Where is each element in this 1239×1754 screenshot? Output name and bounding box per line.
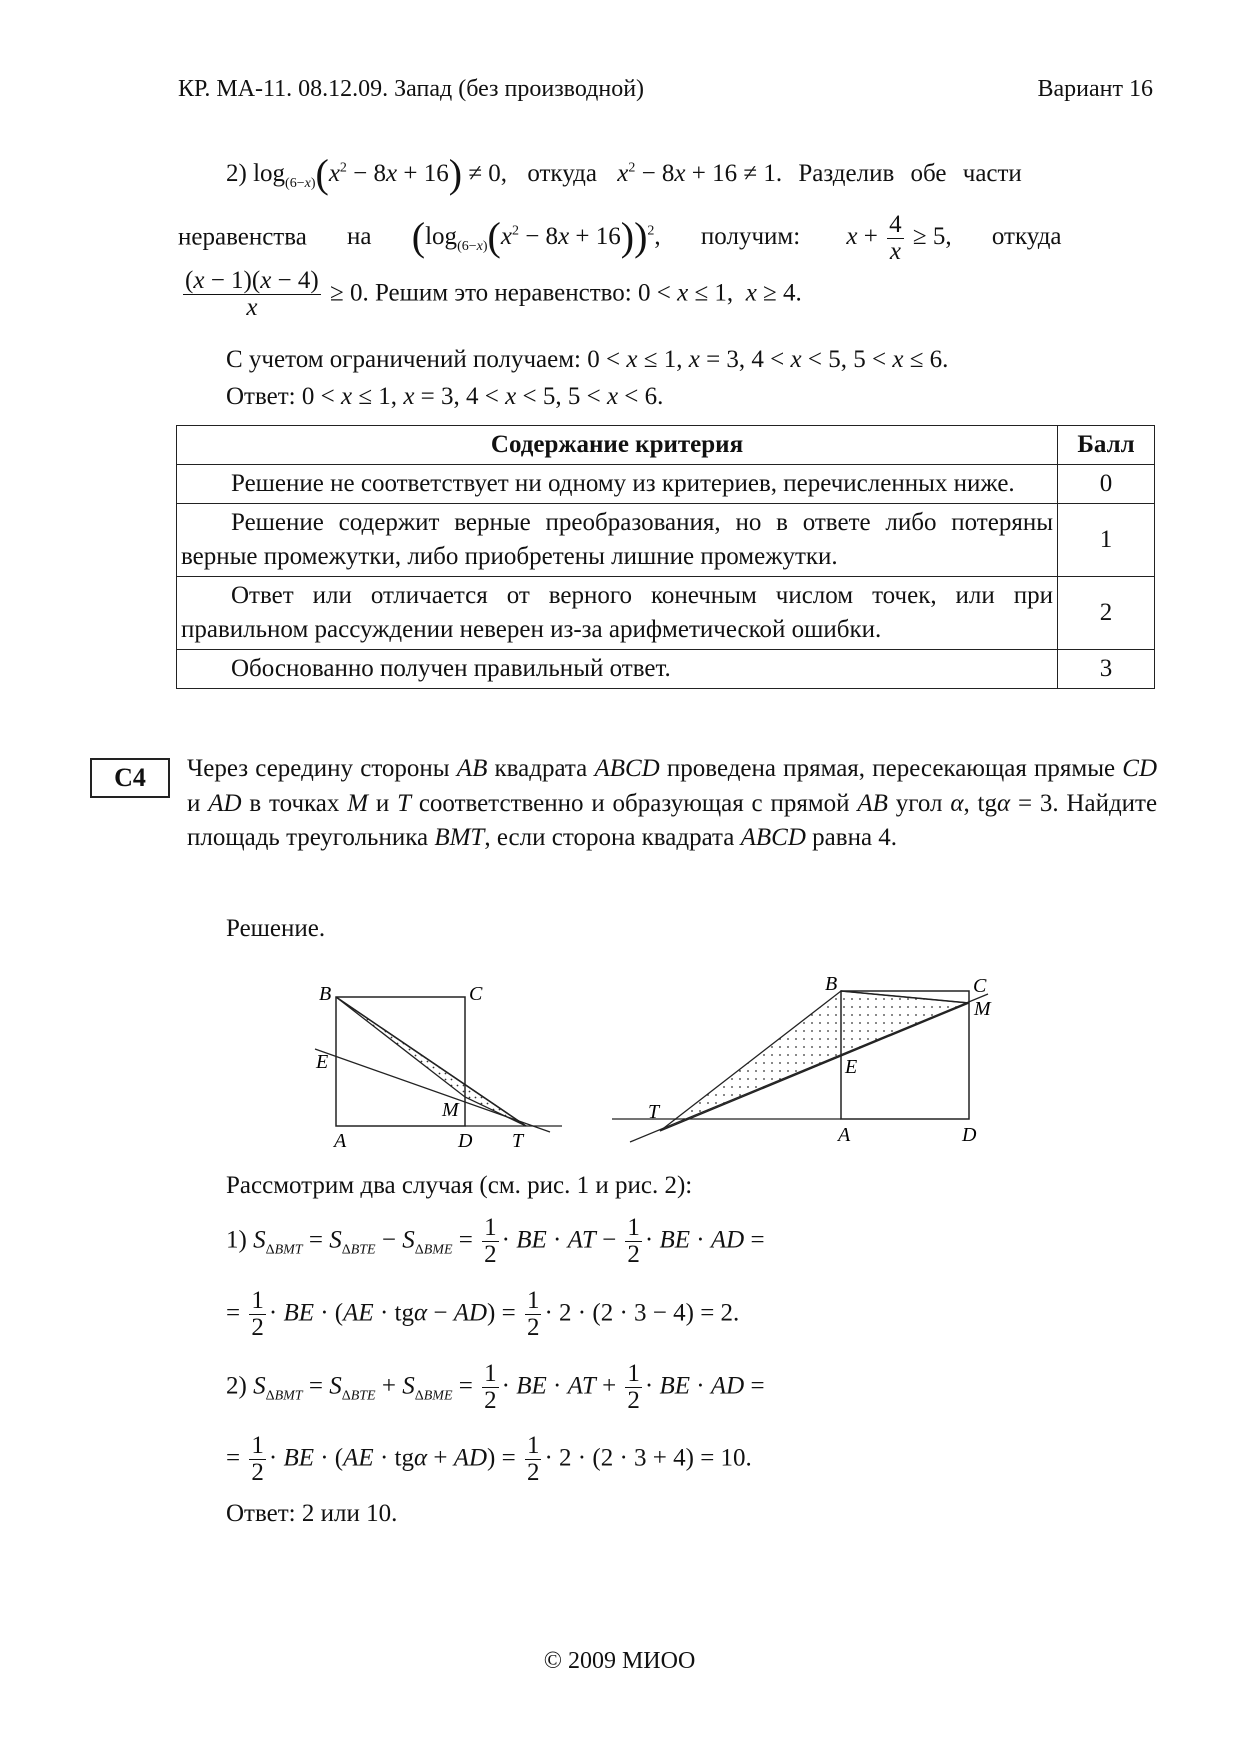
task-text: квадрата (494, 755, 588, 782)
label-m: M (442, 1099, 459, 1121)
footer-copyright: © 2009 МИОО (543, 1648, 696, 1674)
word-divide: Разделив обе части (798, 160, 1022, 187)
task-text: соответственно и образующая с прямой (418, 789, 850, 817)
solution-line-2: неравенства на $(\log_{(6-x)}(x^2 - 8x + 16))^2$, получим: x + $\frac{4}{x}$ ≥ 5, откуда (178, 211, 1062, 266)
label-d: D (962, 1124, 977, 1146)
solution-line-1: 2) $\log_{(6-x)}(x^2 - 8x + 16) \ne 0$, откуда $x^2 - 8x + 16 \ne 1$. Разделив обе части (226, 151, 1022, 196)
label-b: B (825, 973, 838, 995)
case-1-line-1: 1) $S_{\Delta BMT} = S_{\Delta BTE} - S_{\Delta BME}$ = $\frac{1}{2}$ · BE · AT − $\frac{1}{2}$ · BE · AD = (226, 1214, 765, 1269)
cases-intro: Рассмотрим два случая (см. рис. 1 и рис. 2): (226, 1172, 693, 1199)
label-m: M (974, 998, 991, 1020)
item-number: 2) (226, 160, 247, 187)
case-2-line-2: = $\frac{1}{2}$ · BE · (AE · tgα + AD) = $\frac{1}{2}$ · 2 · (2 · 3 + 4) = 10. (226, 1432, 752, 1487)
task-text: в точках (249, 789, 340, 817)
criteria-row (177, 650, 1155, 689)
answer-label: Ответ: (226, 383, 296, 410)
header-title: КР. МА-11. 08.12.09. Запад (без производной) (178, 76, 645, 102)
task-text: проведена прямая, пересекающая прямые (666, 755, 1116, 782)
word-na: на (347, 223, 372, 251)
label-a: A (334, 1130, 347, 1150)
criteria-row (177, 465, 1155, 504)
task-label: С4 (90, 758, 170, 798)
figure-1 (300, 970, 580, 1150)
solution-answer: Ответ: 0 < x ≤ 1, x = 3, 4 < x < 5, 5 < x < 6. (226, 383, 664, 410)
case-2-line-1: 2) $S_{\Delta BMT} = S_{\Delta BTE} + S_{\Delta BME}$ = $\frac{1}{2}$ · BE · AT + $\frac{1}{2}$ · BE · AD = (226, 1360, 765, 1415)
segment-bt (336, 997, 526, 1126)
solution-line-3: $\frac{(x - 1)(x - 4)}{x}$ ≥ 0. Решим это неравенство: 0 < x ≤ 1, x ≥ 4. (185, 267, 802, 322)
task-text: , если сторона квадрата (484, 824, 735, 851)
task-text: и (375, 789, 390, 817)
figure-2 (610, 965, 1010, 1150)
label-c: C (973, 975, 987, 997)
label-a: A (838, 1124, 851, 1146)
label-e: E (845, 1056, 858, 1078)
task-text: Через середину стороны (187, 755, 450, 782)
solution-heading: Решение. (226, 915, 326, 942)
label-b: B (319, 983, 332, 1005)
case-1-line-2: = $\frac{1}{2}$ · BE · (AE · tgα − AD) = $\frac{1}{2}$ · 2 · (2 · 3 − 4) = 2. (226, 1287, 740, 1342)
task-statement: Через середину стороны AB квадрата ABCD проведена прямая, пересекающая прямые CD и AD в точках M и T соответственно и образующая с прямой AB угол α, tgα = 3. Найдите площадь треугольника BMT, если сторона квадрата ABCD равна 4. (187, 755, 1158, 851)
criteria-table (176, 425, 1155, 689)
task-text: и (187, 789, 201, 817)
criteria-score: 1 (1058, 504, 1155, 577)
word-otkuda: откуда (527, 160, 597, 187)
criteria-row (177, 504, 1155, 577)
criteria-text: Решение не соответствует ни одному из критериев, перечисленных ниже. (177, 465, 1058, 504)
label-d: D (458, 1130, 473, 1150)
criteria-score: 3 (1058, 650, 1155, 689)
criteria-text: Решение содержит верные преобразования, но в ответе либо потеряны верные промежутки, либо приобретены лишние промежутки. (177, 504, 1058, 577)
criteria-text: Обоснованно получен правильный ответ. (177, 650, 1058, 689)
score-header: Балл (1058, 426, 1155, 465)
solution-line-4: С учетом ограничений получаем: 0 < x ≤ 1, x = 3, 4 < x < 5, 5 < x ≤ 6. (226, 346, 949, 373)
label-t: T (512, 1130, 524, 1150)
criteria-header: Содержание критерия (177, 426, 1058, 465)
solve-text: . Решим это неравенство: (362, 279, 632, 307)
label-c: C (469, 983, 483, 1005)
criteria-score: 0 (1058, 465, 1155, 504)
word-otkuda-2: откуда (991, 223, 1062, 251)
word-poluchim: получим: (700, 223, 801, 251)
criteria-row (177, 577, 1155, 650)
task-text: равна 4. (812, 824, 898, 851)
task-text: угол (895, 789, 943, 817)
task-text: . Найдите площадь треугольника (187, 789, 1158, 851)
label-t: T (648, 1101, 660, 1123)
restriction-text: С учетом ограничений получаем: (226, 346, 582, 373)
final-answer: Ответ: 2 или 10. (226, 1500, 398, 1527)
variant-label: Вариант 16 (1037, 76, 1153, 102)
label-e: E (316, 1051, 329, 1073)
criteria-score: 2 (1058, 577, 1155, 650)
word-inequality: неравенства (178, 223, 307, 251)
criteria-text: Ответ или отличается от верного конечным числом точек, или при правильном рассуждении неверен из-за арифметической ошибки. (177, 577, 1058, 650)
